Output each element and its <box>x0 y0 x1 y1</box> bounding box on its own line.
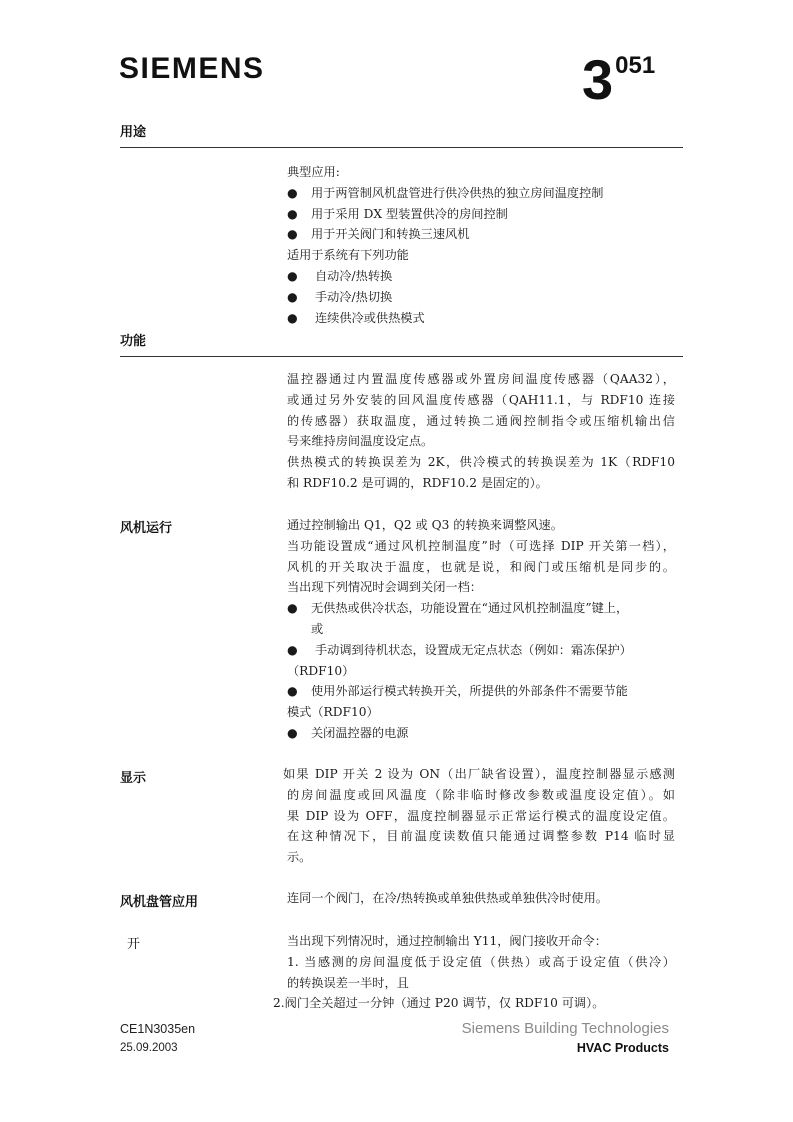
list-item-text: 使用外部运行模式转换开关，所提供的外部条件不需要节能 <box>311 684 628 699</box>
page-number-sup: 051 <box>615 52 656 79</box>
paragraph-line: 当功能设置成“通过风机控制温度”时（可选择 DIP 开关第一档）， <box>287 538 675 553</box>
bullet-icon: ● <box>287 601 298 616</box>
bullet-icon: ● <box>287 725 298 740</box>
section-title-fancoil: 风机盘管应用 <box>120 895 199 910</box>
divider-rule <box>120 356 683 357</box>
paragraph-line: 1. 当感测的房间温度低于设定值（供热）或高于设定值（供冷） <box>287 954 675 969</box>
paragraph-line: 当出现下列情况时，通过控制输出 Y11，阀门接收开命令： <box>287 934 607 948</box>
siemens-logo: SIEMENS <box>119 52 265 85</box>
list-item <box>287 204 675 225</box>
fan-body <box>287 515 675 744</box>
paragraph-line: 如果 DIP 开关 2 设为 ON（出厂缺省设置），温度控制器显示感测 <box>283 767 675 781</box>
list-item-text: 连续供冷或供热模式 <box>315 310 425 325</box>
section-title-open: 开 <box>127 937 141 952</box>
paragraph-line: 或通过另外安装的回风温度传感器（QAH11.1，与 RDF10 连接 <box>287 392 675 407</box>
paragraph-line: 当出现下列情况时会调到关闭一档： <box>287 580 482 595</box>
list-item <box>287 308 675 329</box>
section-title-display: 显示 <box>120 771 147 786</box>
open-body <box>273 931 675 1014</box>
bullet-icon: ● <box>287 642 298 657</box>
list-item-text: 用于两管制风机盘管进行供冷供热的独立房间温度控制 <box>311 185 604 200</box>
paragraph-line: 连同一个阀门，在冷/热转换或单独供热或单独供冷时使用。 <box>287 891 608 905</box>
list-item-continuation: （RDF10） <box>287 663 355 678</box>
section-title-function: 功能 <box>120 334 147 349</box>
bullet-icon: ● <box>287 206 298 221</box>
paragraph-line: 供热模式的转换误差为 2K，供冷模式的转换误差为 1K（RDF10 <box>287 455 675 470</box>
list-item-text: 手动冷/热切换 <box>315 289 393 304</box>
paragraph-line: 风机的开关取决于温度，也就是说，和阀门或压缩机是同步的。 <box>287 559 675 574</box>
list-item-continuation: 或 <box>311 621 324 636</box>
divider-rule <box>120 147 683 148</box>
paragraph-line: 通过控制输出 Q1，Q2 或 Q3 的转换来调整风速。 <box>287 518 563 532</box>
bullet-icon: ● <box>287 310 298 325</box>
list-item <box>287 598 675 619</box>
paragraph-line: 和 RDF10.2 是可调的，RDF10.2 是固定的）。 <box>287 475 548 490</box>
display-body <box>283 764 675 868</box>
section-title-usage: 用途 <box>120 125 147 140</box>
list-item <box>287 287 675 308</box>
bullet-icon: ● <box>287 684 298 699</box>
usage-intro-2: 适用于系统有下列功能 <box>287 248 409 263</box>
list-item-text: 无供热或供冷状态，功能设置在“通过风机控制温度”键上， <box>311 601 629 616</box>
paragraph-line: 的房间温度或回风温度（除非临时修改参数或温度设定值）。如 <box>287 787 675 802</box>
bullet-icon: ● <box>287 289 298 304</box>
fancoil-body <box>287 888 675 909</box>
paragraph-line: 果 DIP 设为 OFF，温度控制器显示正常运行模式的温度设定值。 <box>287 808 675 823</box>
list-item-text: 用于开关阀门和转换三速风机 <box>311 227 470 242</box>
paragraph-line: 的传感器）获取温度，通过转换二通阀控制指令或压缩机输出信 <box>287 413 675 428</box>
bullet-icon: ● <box>287 268 298 283</box>
page-number-main: 3 <box>582 48 614 111</box>
list-item <box>287 224 675 245</box>
section-title-fan: 风机运行 <box>120 521 173 536</box>
bullet-icon: ● <box>287 227 298 242</box>
list-item-text: 用于采用 DX 型装置供冷的房间控制 <box>311 206 508 221</box>
list-item <box>287 723 675 744</box>
usage-intro: 典型应用: <box>287 165 340 179</box>
footer-date: 25.09.2003 <box>120 1042 178 1054</box>
paragraph-line: 2.阀门全关超过一分钟（通过 P20 调节，仅 RDF10 可调）。 <box>273 996 605 1011</box>
list-item <box>287 640 675 661</box>
list-item-continuation: 模式（RDF10） <box>287 705 379 720</box>
list-item-text: 自动冷/热转换 <box>315 268 393 283</box>
list-item-text: 手动调到待机状态，设置成无定点状态（例如：霜冻保护） <box>315 642 632 657</box>
list-item <box>287 266 675 287</box>
footer-division: HVAC Products <box>576 1041 669 1055</box>
paragraph-line: 号来维持房间温度设定点。 <box>287 434 434 449</box>
page-number <box>582 48 656 111</box>
paragraph-line: 示。 <box>287 850 312 865</box>
usage-body <box>287 162 675 328</box>
paragraph-line: 温控器通过内置温度传感器或外置房间温度传感器（QAA32）， <box>287 372 675 386</box>
paragraph-line: 在这种情况下，目前温度读数值只能通过调整参数 P14 临时显 <box>287 829 675 844</box>
list-item <box>287 681 675 702</box>
bullet-icon: ● <box>287 185 298 200</box>
list-item-text: 关闭温控器的电源 <box>311 725 409 740</box>
list-item <box>287 183 675 204</box>
footer-company: Siemens Building Technologies <box>461 1020 669 1037</box>
function-body <box>287 369 675 494</box>
paragraph-line: 的转换误差一半时，且 <box>287 975 409 990</box>
footer-doc-id: CE1N3035en <box>120 1022 196 1036</box>
